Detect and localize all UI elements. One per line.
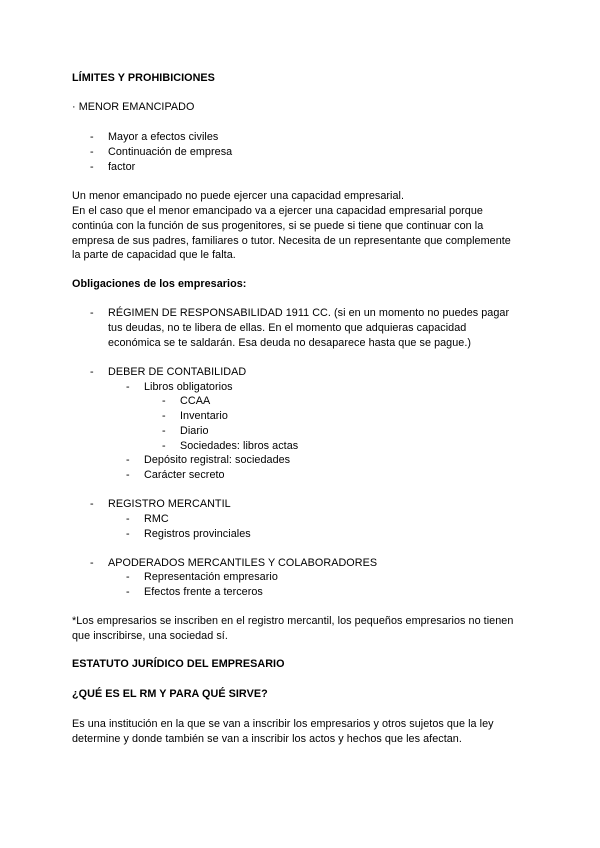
list-item: CCAA: [180, 395, 211, 407]
list-dash: -: [90, 146, 94, 158]
list-dash: -: [126, 454, 130, 466]
list-dash: -: [126, 586, 130, 598]
list-dash: -: [90, 161, 94, 173]
list-dash: -: [126, 381, 130, 393]
deber-label: DEBER DE CONTABILIDAD: [108, 366, 247, 378]
list-dash: -: [162, 425, 166, 437]
list-item: Inventario: [180, 410, 228, 422]
libros-label: Libros obligatorios: [144, 381, 233, 393]
list-dash: -: [90, 131, 94, 143]
list-item: Representación empresario: [144, 571, 278, 583]
registro-label: REGISTRO MERCANTIL: [108, 498, 231, 510]
list-dash: -: [162, 395, 166, 407]
list-item: Mayor a efectos civiles: [108, 131, 219, 143]
heading-rm: ¿QUÉ ES EL RM Y PARA QUÉ SIRVE?: [72, 688, 268, 700]
list-dash: -: [126, 571, 130, 583]
paragraph-line: la parte de capacidad que le falta.: [72, 249, 236, 261]
list-dash: -: [162, 410, 166, 422]
list-dash: -: [126, 513, 130, 525]
list-dash: -: [162, 440, 166, 452]
list-dash: -: [126, 528, 130, 540]
heading-obligaciones: Obligaciones de los empresarios:: [72, 278, 247, 290]
list-item: Registros provinciales: [144, 528, 251, 540]
list-dash: -: [90, 557, 94, 569]
list-dash: -: [90, 498, 94, 510]
note-line: *Los empresarios se inscriben en el registro mercantil, los pequeños empresarios no tienen: [72, 615, 514, 627]
paragraph-line: Un menor emancipado no puede ejercer una capacidad empresarial.: [72, 190, 405, 202]
list-item: RMC: [144, 513, 169, 525]
regimen-line: RÉGIMEN DE RESPONSABILIDAD 1911 CC. (si en un momento no puedes pagar: [108, 307, 510, 319]
heading-estatuto: ESTATUTO JURÍDICO DEL EMPRESARIO: [72, 658, 285, 670]
paragraph-line: empresa de sus padres, familiares o tutor. Necesita de un representante que complemente: [72, 235, 511, 247]
heading-limites: LÍMITES Y PROHIBICIONES: [72, 72, 215, 84]
list-item: Diario: [180, 425, 209, 437]
note-line: que inscribirse, una sociedad sí.: [72, 630, 228, 642]
list-item: Carácter secreto: [144, 469, 225, 481]
regimen-line: tus deudas, no te libera de ellas. En el momento que adquieras capacidad: [108, 322, 467, 334]
list-item: Depósito registral: sociedades: [144, 454, 291, 466]
list-dash: -: [126, 469, 130, 481]
regimen-line: económica se te saldarán. Esa deuda no desaparece hasta que se pague.): [108, 337, 472, 349]
list-dash: -: [90, 366, 94, 378]
list-item: Efectos frente a terceros: [144, 586, 263, 598]
paragraph-line: En el caso que el menor emancipado va a ejercer una capacidad empresarial porque: [72, 205, 483, 217]
final-line: Es una institución en la que se van a inscribir los empresarios y otros sujetos que la ley: [72, 718, 494, 730]
list-dash: -: [90, 307, 94, 319]
list-item: Sociedades: libros actas: [180, 440, 299, 452]
final-line: determine y donde también se van a inscribir los actos y hechos que les afectan.: [72, 733, 462, 745]
list-item: factor: [108, 161, 136, 173]
apoderados-label: APODERADOS MERCANTILES Y COLABORADORES: [108, 557, 378, 569]
paragraph-line: continúa con la función de sus progenitores, si se puede si tiene que continuar con la: [72, 220, 484, 232]
list-item: Continuación de empresa: [108, 146, 233, 158]
menor-label: · MENOR EMANCIPADO: [72, 101, 195, 113]
